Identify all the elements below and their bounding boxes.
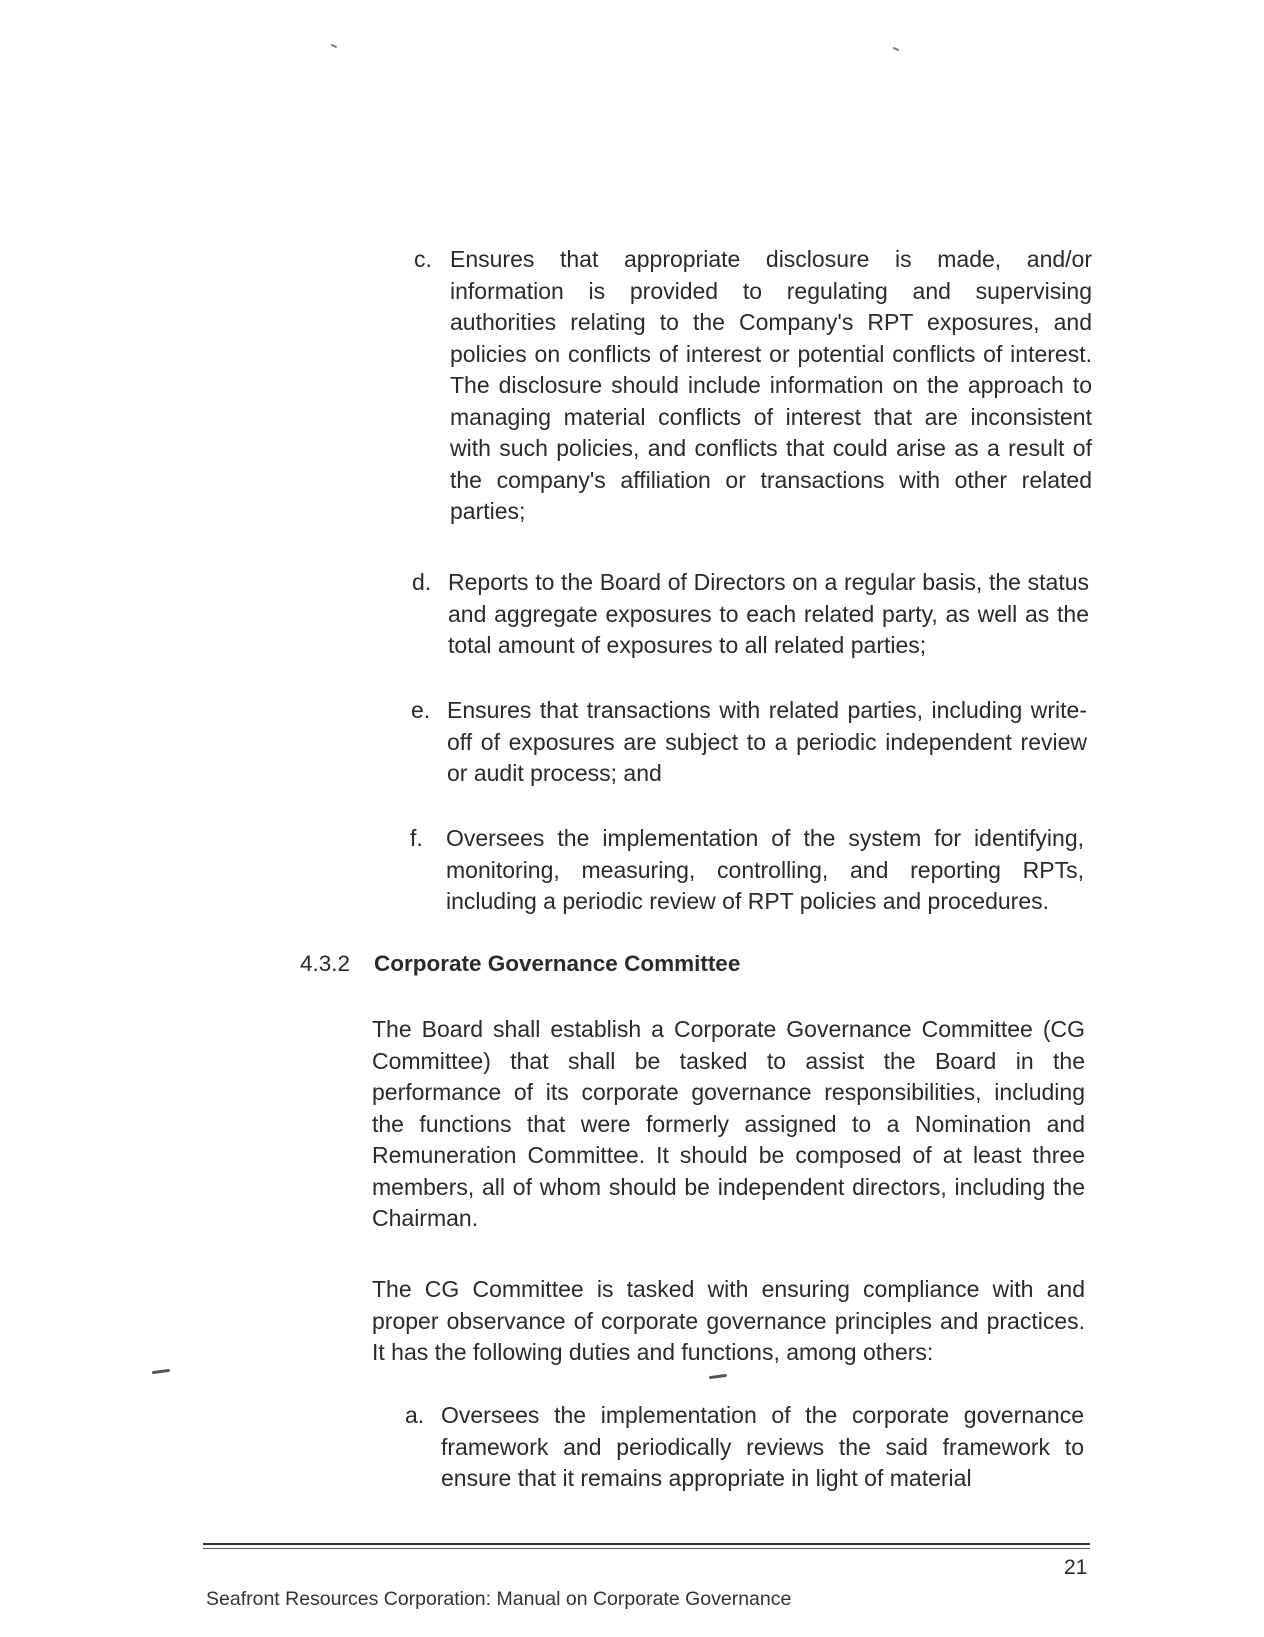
footer-title: Seafront Resources Corporation: Manual on Corporate Governance (206, 1588, 792, 1610)
list-marker: a. (405, 1402, 425, 1428)
scan-mark (331, 44, 337, 48)
list-item-text: Ensures that transactions with related parties, including write-off of exposures are subject to a periodic independent review or audit process; and (447, 697, 1087, 786)
section-heading (300, 951, 740, 977)
list-item-text: Ensures that appropriate disclosure is made, and/or information is provided to regulating and supervising authorities relating to the Company's RPT exposures, and policies on conflicts of interest or potential conflicts of interest. The disclosure should include information on the approach to managing material conflicts of interest that are inconsistent with such policies, and conflicts that could arise as a result of the company's affiliation or transactions with other related parties; (450, 246, 1092, 524)
scan-mark (152, 1369, 170, 1374)
page-number: 21 (1064, 1556, 1088, 1579)
footer-rule (203, 1543, 1090, 1545)
list-item-text: Oversees the implementation of the system for identifying, monitoring, measuring, controlling, and reporting RPTs, including a periodic review of RPT policies and procedures. (446, 825, 1084, 914)
section-title: Corporate Governance Committee (374, 951, 741, 976)
section-number: 4.3.2 (300, 951, 351, 976)
list-marker: c. (414, 246, 432, 272)
list-item-text: Reports to the Board of Directors on a regular basis, the status and aggregate exposures to each related party, as well as the total amount of exposures to all related parties; (448, 569, 1089, 658)
list-marker: e. (411, 697, 431, 723)
footer-rule (203, 1548, 1090, 1549)
section-paragraph: The CG Committee is tasked with ensuring compliance with and proper observance of corporate governance principles and practices. It has the following duties and functions, among others: (372, 1276, 1085, 1365)
list-item-text: Oversees the implementation of the corporate governance framework and periodically reviews the said framework to ensure that it remains appropriate in light of material (441, 1402, 1084, 1491)
scan-mark (709, 1374, 727, 1379)
list-marker: f. (410, 825, 423, 851)
list-marker: d. (412, 569, 432, 595)
scan-mark (893, 47, 899, 51)
section-paragraph: The Board shall establish a Corporate Governance Committee (CG Committee) that shall be tasked to assist the Board in the performance of its corporate governance responsibilities, including the functions that were formerly assigned to a Nomination and Remuneration Committee. It should be composed of at least three members, all of whom should be independent directors, including the Chairman. (372, 1016, 1085, 1231)
